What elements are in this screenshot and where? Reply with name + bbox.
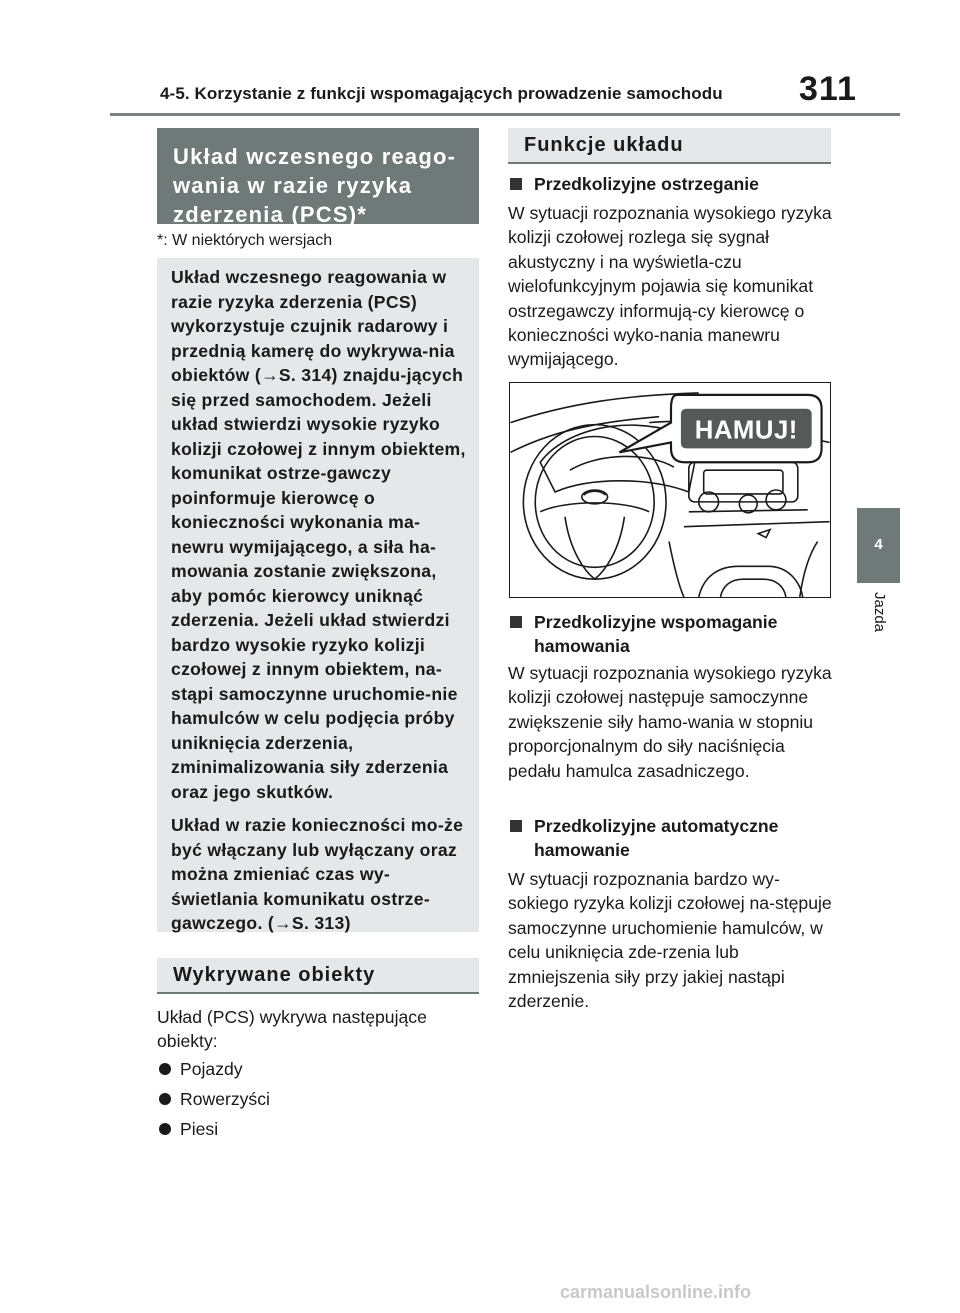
list-item (157, 1054, 270, 1084)
warning-text: HAMUJ! (694, 416, 798, 445)
feature-heading-warning (508, 172, 838, 196)
section-title-detected-objects (157, 958, 479, 994)
feature-heading-text: Przedkolizyjne wspomaganie hamowania (534, 612, 778, 656)
feature-heading-text: Przedkolizyjne ostrzeganie (534, 174, 759, 194)
info-paragraph-1: Układ wczesnego reagowania w razie ryzyka zderzenia (PCS) wykorzystuje czujnik radarowy i przednią kamerę do wykrywa-nia obiektów (→S. 314) znajdu-jących się przed samochodem. Jeżeli układ stwierdzi wysokie ryzyko kolizji czołowej z innym obiektem, komunikat ostrze-gawczy poinformuje kierowcę o konieczności wykonania ma-newru wymijającego, a siła ha-mowania zostanie zwiększona, aby pomóc kierowcy uniknąć zderzenia. Jeżeli układ stwierdzi bardzo wysokie ryzyko kolizji czołowej z innym obiektem, na-stąpi samoczynne uruchomie-nie hamulców w celu podjęcia próby uniknięcia zderzenia, zminimalizowania siły zderzenia oraz jego skutków. (171, 267, 466, 802)
section-title-functions (508, 128, 831, 164)
square-bullet-icon (510, 616, 522, 628)
info-paragraph-2: Układ w razie konieczności mo-że być włączany lub wyłączany oraz można zmieniać czas wy-świetlania komunikatu ostrze-gawczego. (→S. 313) (171, 815, 464, 933)
dashboard-drawing (510, 383, 830, 597)
section-title-detected-objects-text: Wykrywane obiekty (173, 963, 376, 986)
chapter-number: 4 (874, 536, 883, 553)
feature-text-brake-assist: W sytuacji rozpoznania wysokiego ryzyka kolizji czołowej następuje samoczynne zwiększenie siły hamo-wania w stopniu proporcjonalnym do siły naciśnięcia pedału hamulca zasadniczego. (508, 663, 832, 781)
list-item-text: Pojazdy (180, 1059, 243, 1079)
square-bullet-icon (510, 820, 522, 832)
feature-heading-text: Przedkolizyjne automatyczne hamowanie (534, 816, 779, 860)
footnote: *: W niektórych wersjach (157, 232, 333, 249)
list-item-text: Rowerzyści (180, 1089, 270, 1109)
dashboard-illustration (509, 382, 831, 598)
section-title-pcs (157, 128, 479, 227)
list-item (157, 1114, 270, 1144)
feature-heading-brake-assist (508, 610, 838, 658)
info-box (157, 258, 479, 932)
chapter-label (866, 592, 890, 652)
header-divider (110, 113, 900, 116)
running-header: 4-5. Korzystanie z funkcji wspomagających prowadzenie samochodu (160, 84, 723, 103)
page-number: 311 (799, 70, 857, 108)
section-title-functions-text: Funkcje układu (524, 133, 684, 156)
section-title-pcs-text: Układ wczesnego reago- wania w razie ryzyka zderzenia (PCS)* (173, 144, 457, 227)
chapter-label-text: Jazda (871, 592, 888, 633)
feature-heading-auto-brake (508, 814, 838, 862)
bullet-icon (159, 1123, 171, 1135)
bullet-icon (159, 1093, 171, 1105)
feature-text-auto-brake: W sytuacji rozpoznania bardzo wy-sokiego ryzyka kolizji czołowej na-stępuje samoczynne uruchomienie hamulców, w celu uniknięcia zde-rzenia lub zmniejszenia siły przy jakiej nastąpi zderzenie. (508, 869, 832, 1012)
detected-intro: Układ (PCS) wykrywa następujące obiekty: (157, 1007, 427, 1051)
watermark: carmanualsonline.info (560, 1282, 752, 1302)
square-bullet-icon (510, 178, 522, 190)
feature-text-warning: W sytuacji rozpoznania wysokiego ryzyka kolizji czołowej rozlega się sygnał akustyczny i na wyświetla-czu wielofunkcyjnym pojawia się komunikat ostrzegawczy informują-cy kierowcę o konieczności wyko-nania manewru wymijającego. (508, 203, 832, 370)
bullet-icon (159, 1063, 171, 1075)
detected-objects-list (157, 1054, 270, 1144)
list-item (157, 1084, 270, 1114)
list-item-text: Piesi (180, 1119, 219, 1139)
